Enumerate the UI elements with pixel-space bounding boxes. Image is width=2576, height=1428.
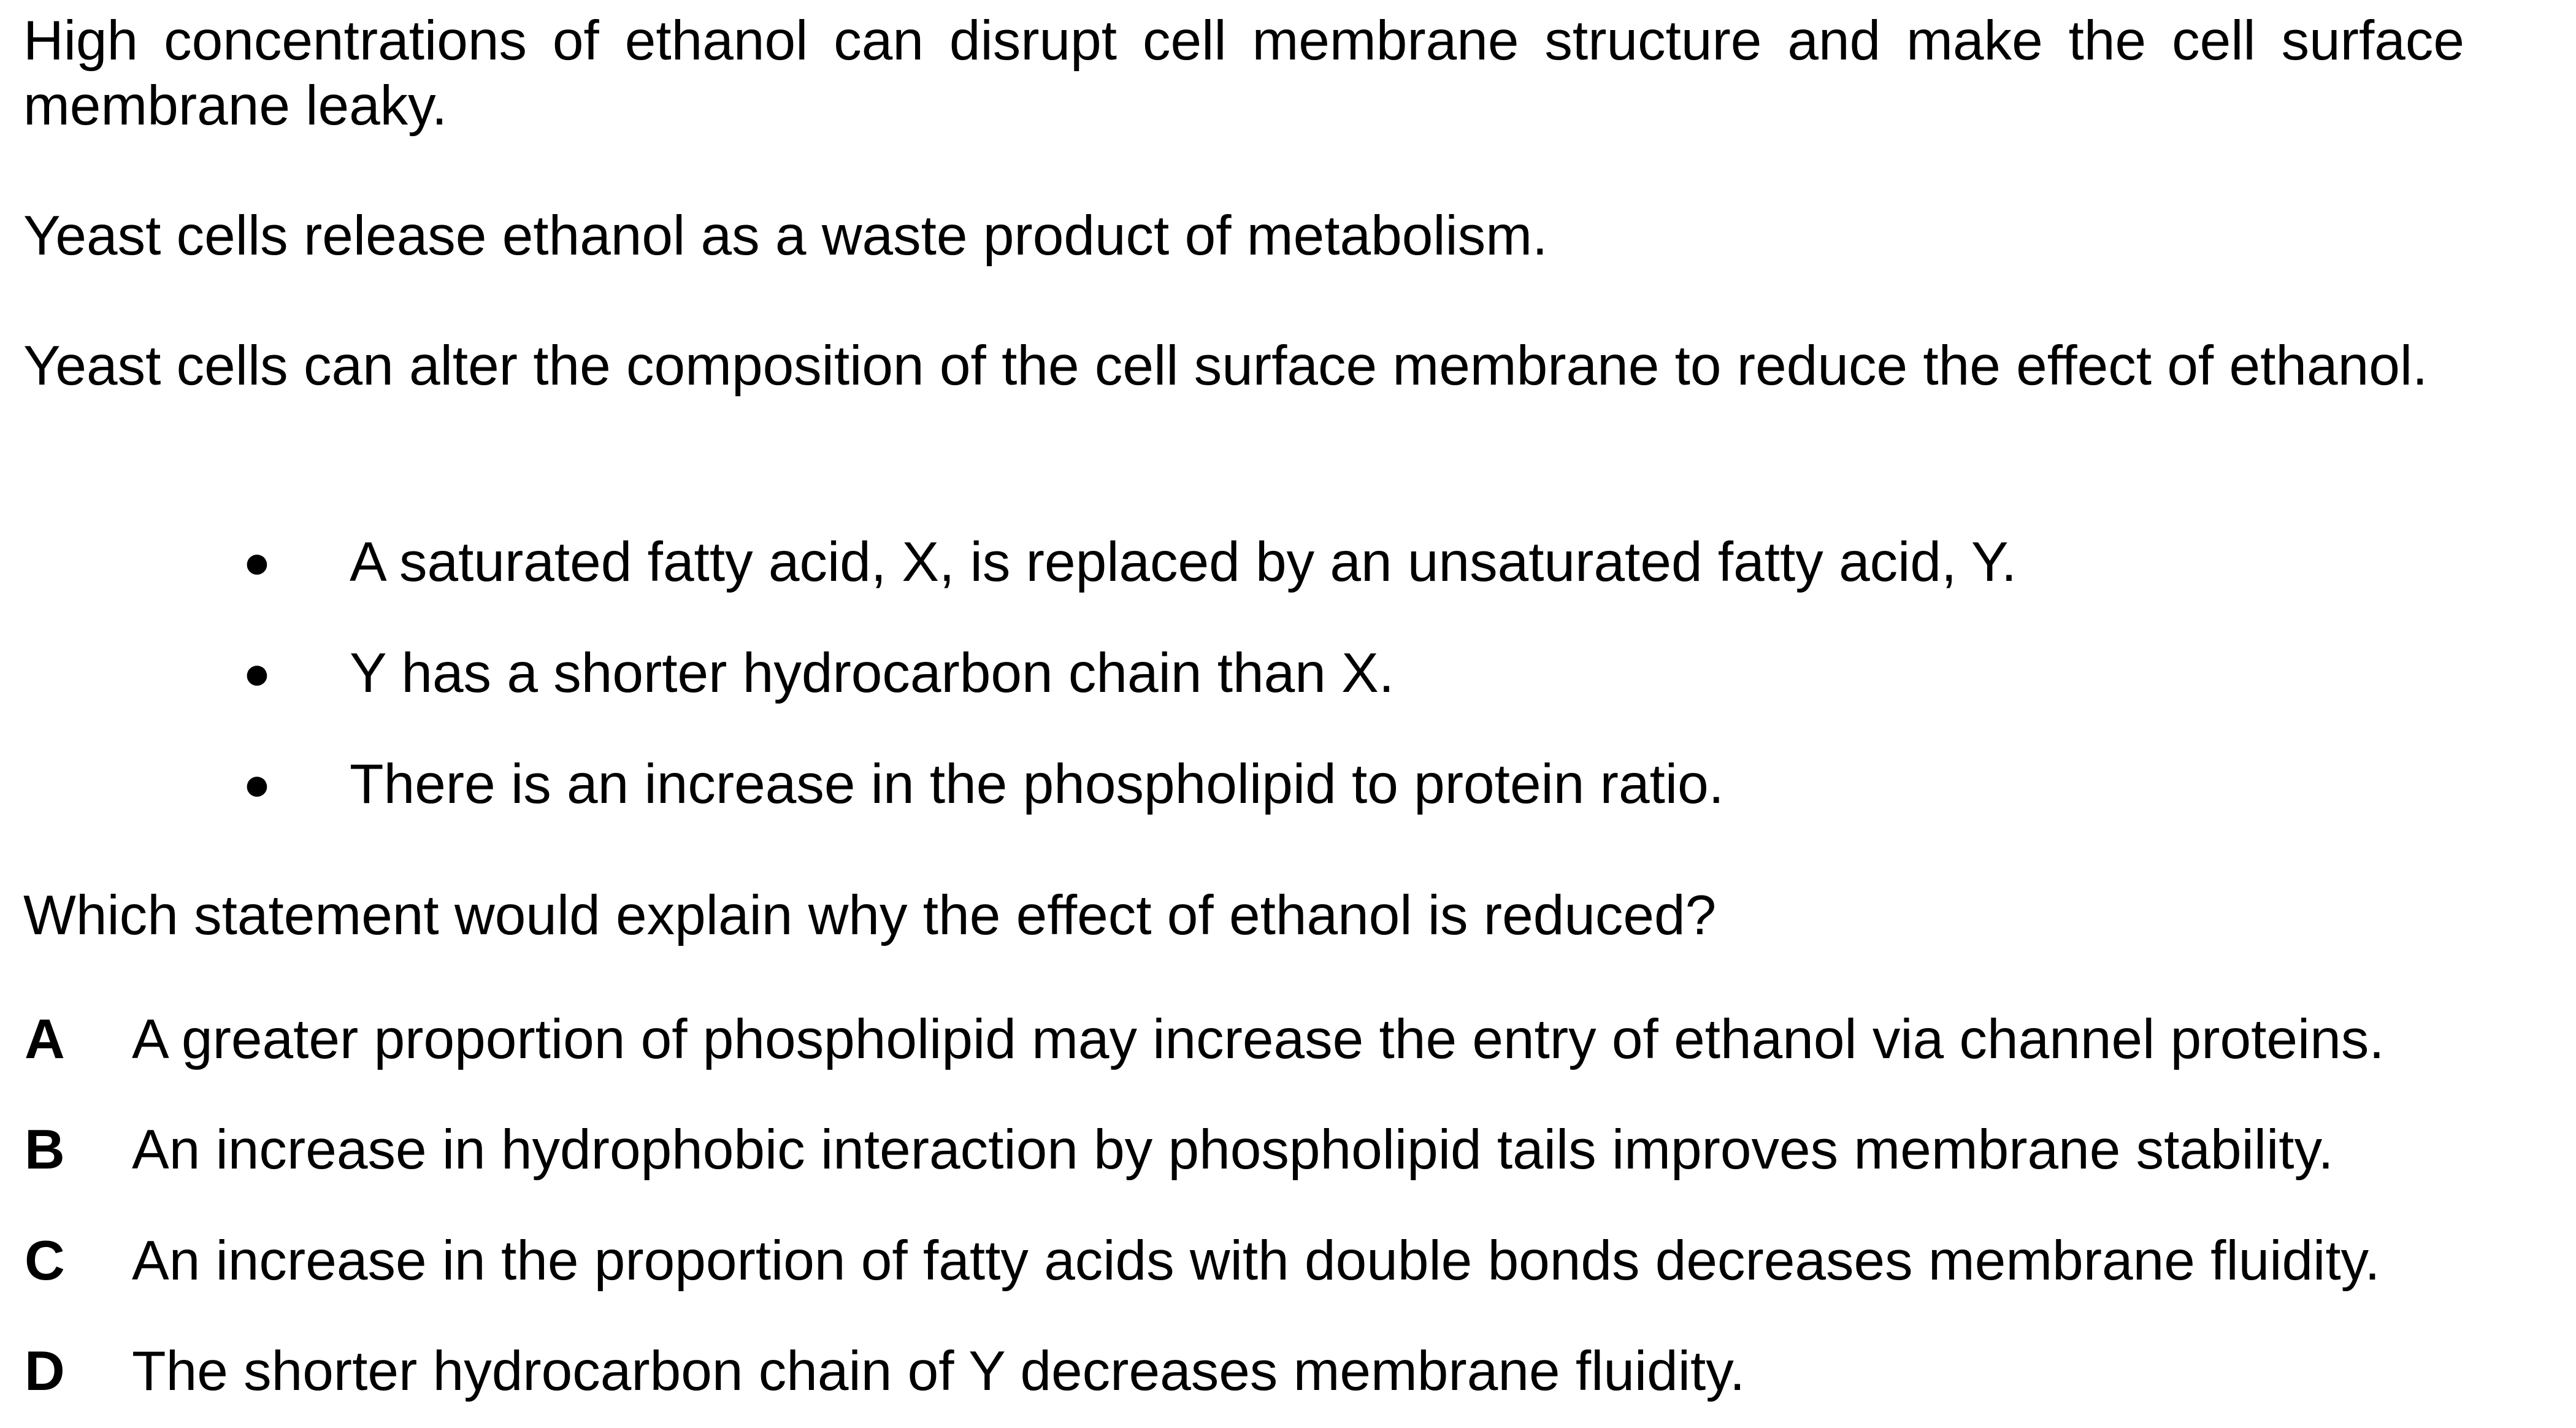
bullet-item-3 <box>0 751 2576 818</box>
bullet-icon: ● <box>243 647 271 699</box>
option-d[interactable] <box>0 1338 2576 1405</box>
option-b[interactable] <box>0 1116 2576 1184</box>
bullet-icon: ● <box>243 758 271 810</box>
stem-paragraph-1: High concentrations of ethanol can disrupt cell membrane structure and make the cell surface membrane leaky. <box>23 10 2464 137</box>
option-letter: A <box>25 1008 65 1070</box>
stem-paragraph-2: Yeast cells release ethanol as a waste product of metabolism. <box>23 205 1548 267</box>
option-a[interactable] <box>0 1006 2576 1073</box>
option-text: An increase in the proportion of fatty acids with double bonds decreases membrane fluidity. <box>132 1230 2380 1292</box>
option-text: A greater proportion of phospholipid may increase the entry of ethanol via channel proteins. <box>132 1008 2385 1070</box>
bullet-item-1 <box>0 529 2576 596</box>
option-text: The shorter hydrocarbon chain of Y decreases membrane fluidity. <box>132 1340 1746 1402</box>
option-letter: C <box>25 1230 65 1292</box>
bullet-text: Y has a shorter hydrocarbon chain than X. <box>350 642 1395 704</box>
bullet-item-2 <box>0 640 2576 707</box>
option-c[interactable] <box>0 1227 2576 1295</box>
option-text: An increase in hydrophobic interaction by phospholipid tails improves membrane stability. <box>132 1119 2334 1181</box>
question-prompt: Which statement would explain why the effect of ethanol is reduced? <box>23 885 1717 946</box>
option-letter: D <box>25 1340 65 1402</box>
bullet-text: A saturated fatty acid, X, is replaced by an unsaturated fatty acid, Y. <box>350 531 2017 593</box>
bullet-icon: ● <box>243 536 271 588</box>
bullet-text: There is an increase in the phospholipid to protein ratio. <box>350 753 1724 815</box>
stem-paragraph-3: Yeast cells can alter the composition of the cell surface membrane to reduce the effect of ethanol. <box>23 335 2428 397</box>
option-letter: B <box>25 1119 65 1181</box>
